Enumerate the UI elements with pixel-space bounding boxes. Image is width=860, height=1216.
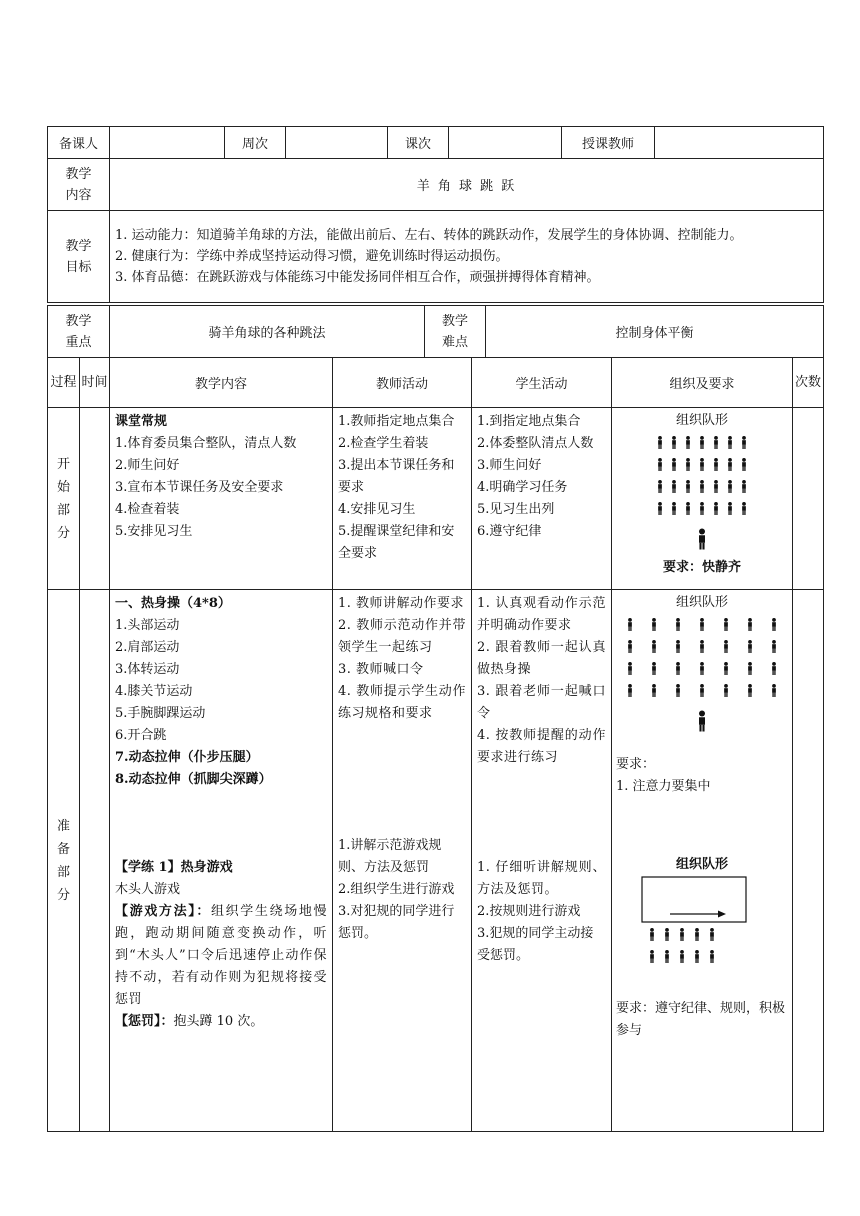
student-figure-icon <box>693 928 701 941</box>
start-count <box>793 408 824 590</box>
student-figure-icon <box>740 502 748 515</box>
lesson-value <box>449 127 562 159</box>
list-item: 2.检查学生着装 <box>338 436 429 451</box>
list-item: 5.提醒课堂纪律和安全要求 <box>338 524 455 561</box>
list-item: 1.到指定地点集合 <box>477 414 581 429</box>
list-item: 6.遵守纪律 <box>477 524 542 539</box>
student-figure-icon <box>726 480 734 493</box>
list-item: 6.开合跳 <box>115 728 167 743</box>
student-figure-icon <box>693 950 701 963</box>
student-figure-icon <box>712 480 720 493</box>
content-value: 羊 角 球 跳 跃 <box>110 159 824 211</box>
list-item: 3.师生问好 <box>477 458 542 473</box>
list-item: 3.宣布本节课任务及安全要求 <box>115 480 284 495</box>
arrow-right-icon <box>670 911 726 918</box>
list-item: 2.组织学生进行游戏 <box>338 882 455 897</box>
list-item: 2.体委整队清点人数 <box>477 436 594 451</box>
list-item: 3. 教师喊口令 <box>338 662 424 677</box>
prep-label: 备课人 <box>48 127 110 159</box>
student-figure-icon <box>684 480 692 493</box>
key-point-value: 骑羊角球的各种跳法 <box>110 306 425 358</box>
student-figure-icon <box>698 480 706 493</box>
list-item: 7.动态拉伸（仆步压腿） <box>115 750 259 765</box>
student-figure-icon <box>674 640 682 653</box>
student-figure-icon <box>712 458 720 471</box>
list-item: 1. 认真观看动作示范并明确动作要求 <box>477 596 606 633</box>
goals-label: 教学目标 <box>48 211 110 303</box>
student-figure-icon <box>770 618 778 631</box>
col-teacher: 教师活动 <box>333 358 472 408</box>
student-figure-icon <box>698 662 706 675</box>
student-figure-icon <box>712 502 720 515</box>
student-figure-icon <box>740 480 748 493</box>
student-figure-icon <box>698 436 706 449</box>
prep-count <box>793 590 824 1132</box>
list-item: 2.师生问好 <box>115 458 180 473</box>
game-formation <box>616 876 788 963</box>
goal-item: 2. 健康行为：学练中养成坚持运动得习惯，避免训练时得运动损伤。 <box>115 249 509 264</box>
student-figure-icon <box>698 502 706 515</box>
list-item: 3.对犯规的同学进行惩罚。 <box>338 904 455 941</box>
student-figure-icon <box>678 928 686 941</box>
teacher-label: 授课教师 <box>562 127 655 159</box>
student-figure-icon <box>663 950 671 963</box>
student-figure-icon <box>746 640 754 653</box>
start-content <box>110 408 333 590</box>
student-figure-icon <box>648 950 656 963</box>
student-figure-icon <box>684 458 692 471</box>
student-figure-icon <box>674 684 682 697</box>
student-figure-icon <box>746 618 754 631</box>
student-figure-icon <box>650 662 658 675</box>
col-count: 次数 <box>793 358 824 408</box>
student-figure-icon <box>722 684 730 697</box>
list-item: 2. 跟着教师一起认真做热身操 <box>477 640 606 677</box>
student-figure-icon <box>684 502 692 515</box>
prep-org-requirement-label: 要求： <box>616 757 656 772</box>
prep-student <box>472 590 612 1132</box>
student-figure-icon <box>656 436 664 449</box>
prep-content <box>110 590 333 1132</box>
start-time <box>80 408 110 590</box>
student-figure-icon <box>698 618 706 631</box>
start-org-requirement: 要求：快静齐 <box>662 560 741 575</box>
list-item: 4.安排见习生 <box>338 502 416 517</box>
student-figure-icon <box>746 684 754 697</box>
list-item: 4. 按教师提醒的动作要求进行练习 <box>477 728 606 765</box>
prep-section-label: 准备部分 <box>48 590 80 1132</box>
penalty-label: 【惩罚】： <box>115 1014 174 1029</box>
prep-org <box>612 590 793 1132</box>
student-figure-icon <box>650 640 658 653</box>
list-item: 3.提出本节课任务和要求 <box>338 458 455 495</box>
list-item: 4.膝关节运动 <box>115 684 193 699</box>
prep-teacher <box>333 590 472 1132</box>
student-figure-icon <box>740 436 748 449</box>
student-figure-icon <box>708 950 716 963</box>
start-org-title: 组织队形 <box>675 413 728 428</box>
prep-time <box>80 590 110 1132</box>
student-figure-icon <box>698 458 706 471</box>
lesson-plan-table <box>47 357 824 1132</box>
warmup-title: 一、热身操（4*8） <box>115 596 231 611</box>
list-item: 3.犯规的同学主动接受惩罚。 <box>477 926 594 963</box>
game-name: 木头人游戏 <box>115 882 181 897</box>
list-item: 2.肩部运动 <box>115 640 180 655</box>
prep-formation <box>616 618 788 733</box>
list-item: 1.体育委员集合整队，清点人数 <box>115 436 297 451</box>
list-item: 2. 教师示范动作并带领学生一起练习 <box>338 618 466 655</box>
student-figure-icon <box>746 662 754 675</box>
prep-value <box>110 127 225 159</box>
difficulty-value: 控制身体平衡 <box>486 306 824 358</box>
student-figure-icon <box>722 640 730 653</box>
list-item: 1. 仔细听讲解规则、方法及惩罚。 <box>477 860 606 897</box>
goal-item: 3. 体育品德：在跳跃游戏与体能练习中能发扬同伴相互合作，顽强拼搏得体育精神。 <box>115 270 600 285</box>
student-figure-icon <box>648 928 656 941</box>
list-item: 8.动态拉伸（抓脚尖深蹲） <box>115 772 272 787</box>
game-title: 【学练 1】热身游戏 <box>115 860 233 875</box>
list-item: 5.手腕脚踝运动 <box>115 706 206 721</box>
student-figure-icon <box>674 618 682 631</box>
student-figure-icon <box>770 662 778 675</box>
student-figure-icon <box>726 458 734 471</box>
game-org-requirement: 要求：遵守纪律、规则，积极参与 <box>616 1001 786 1038</box>
start-org <box>612 408 793 590</box>
student-figure-icon <box>770 640 778 653</box>
start-section-label: 开始部分 <box>48 408 80 590</box>
student-figure-icon <box>670 436 678 449</box>
penalty: 抱头蹲 10 次。 <box>173 1014 264 1029</box>
student-figure-icon <box>626 684 634 697</box>
student-figure-icon <box>770 684 778 697</box>
lesson-header-table <box>47 126 824 303</box>
focus-table <box>47 305 824 358</box>
week-label: 周次 <box>225 127 286 159</box>
list-item: 1.讲解示范游戏规则、方法及惩罚 <box>338 838 442 875</box>
list-item: 3.体转运动 <box>115 662 180 677</box>
goals-list <box>110 211 824 303</box>
list-item: 5.安排见习生 <box>115 524 193 539</box>
list-item: 2.按规则进行游戏 <box>477 904 581 919</box>
student-figure-icon <box>678 950 686 963</box>
start-formation <box>616 436 788 551</box>
student-figure-icon <box>712 436 720 449</box>
student-figure-icon <box>674 662 682 675</box>
student-figure-icon <box>656 480 664 493</box>
list-item: 4. 教师提示学生动作练习规格和要求 <box>338 684 466 721</box>
game-method-label: 【游戏方法】： <box>115 904 211 919</box>
week-value <box>286 127 388 159</box>
student-figure-icon <box>698 640 706 653</box>
prep-org-requirement-item: 1. 注意力要集中 <box>616 779 711 794</box>
student-figure-icon <box>722 662 730 675</box>
student-figure-icon <box>670 480 678 493</box>
col-content: 教学内容 <box>110 358 333 408</box>
teacher-figure-icon <box>696 527 708 551</box>
student-figure-icon <box>663 928 671 941</box>
game-method: 组织学生绕场地慢跑，跑动期间随意变换动作，听到“木头人”口令后迅速停止动作保持不动，若有动作则为犯规将接受惩罚 <box>115 904 327 1007</box>
col-process: 过程 <box>48 358 80 408</box>
start-teacher <box>333 408 472 590</box>
student-figure-icon <box>684 436 692 449</box>
student-figure-icon <box>698 684 706 697</box>
key-point-label: 教学重点 <box>48 306 110 358</box>
student-figure-icon <box>740 458 748 471</box>
lesson-label: 课次 <box>388 127 449 159</box>
list-item: 4.检查着装 <box>115 502 180 517</box>
col-org: 组织及要求 <box>612 358 793 408</box>
col-time: 时间 <box>80 358 110 408</box>
goal-item: 1. 运动能力：知道骑羊角球的方法，能做出前后、左右、转体的跳跃动作，发展学生的身体协调、控制能力。 <box>115 228 743 243</box>
game-field-diagram <box>640 876 760 954</box>
col-student: 学生活动 <box>472 358 612 408</box>
prep-org-title: 组织队形 <box>675 595 728 610</box>
student-figure-icon <box>722 618 730 631</box>
list-item: 4.明确学习任务 <box>477 480 568 495</box>
student-figure-icon <box>726 502 734 515</box>
student-figure-icon <box>650 684 658 697</box>
list-item: 1. 教师讲解动作要求 <box>338 596 465 611</box>
start-student <box>472 408 612 590</box>
game-org-title: 组织队形 <box>675 857 728 872</box>
list-item: 1.头部运动 <box>115 618 180 633</box>
student-figure-icon <box>726 436 734 449</box>
content-label: 教学内容 <box>48 159 110 211</box>
student-figure-icon <box>626 662 634 675</box>
list-item: 3. 跟着老师一起喊口令 <box>477 684 606 721</box>
student-figure-icon <box>656 502 664 515</box>
student-figure-icon <box>670 458 678 471</box>
list-item: 5.见习生出列 <box>477 502 555 517</box>
start-content-title: 课堂常规 <box>115 414 168 429</box>
student-figure-icon <box>626 640 634 653</box>
student-figure-icon <box>708 928 716 941</box>
difficulty-label: 教学难点 <box>425 306 486 358</box>
list-item: 1.教师指定地点集合 <box>338 414 455 429</box>
teacher-figure-icon <box>696 709 708 733</box>
student-figure-icon <box>670 502 678 515</box>
student-figure-icon <box>626 618 634 631</box>
student-figure-icon <box>656 458 664 471</box>
student-figure-icon <box>650 618 658 631</box>
teacher-value <box>655 127 824 159</box>
